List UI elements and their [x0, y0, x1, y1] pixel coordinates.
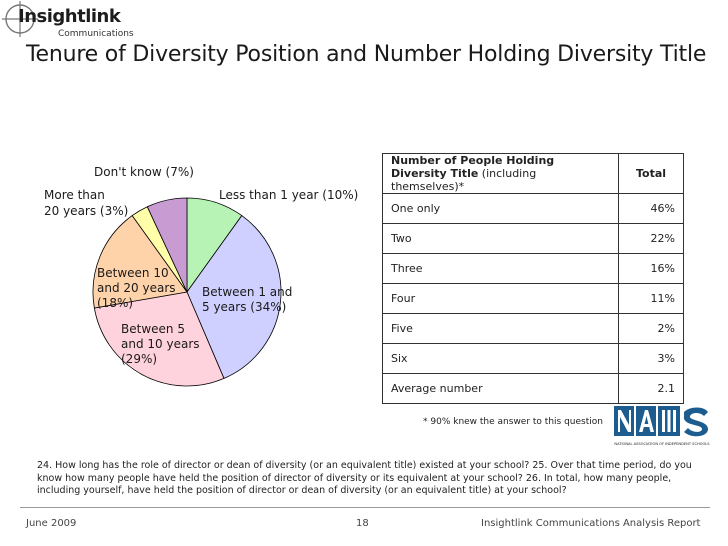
label-1-5-line1: Between 1 and [202, 285, 293, 299]
row-label: Six [383, 344, 619, 374]
table-header-row [383, 154, 684, 194]
row-value: 2% [619, 314, 684, 344]
table-row [383, 254, 684, 284]
row-value: 16% [619, 254, 684, 284]
row-value: 2.1 [619, 374, 684, 404]
row-label: Five [383, 314, 619, 344]
logo-wordmark: Insightlink [18, 6, 121, 27]
survey-questions: 24. How long has the role of director or dean of diversity (or an equivalent title) existed at your school? 25. Over that time period, do you know how many people have held the position of director of diversity or its equivalent at your school? 26. In total, how many people, including yourself, have held the position of director or dean of diversity (or an equivalent title) at your school? [37, 460, 692, 496]
nais-caption: NATIONAL ASSOCIATION OF INDEPENDENT SCHOOLS [614, 442, 710, 446]
row-label: Three [383, 254, 619, 284]
table-header-label [383, 154, 619, 194]
label-10-20-line1: Between 10 [97, 266, 169, 280]
label-less-than-1-year: Less than 1 year (10%) [219, 188, 359, 202]
table-header-total: Total [619, 154, 684, 194]
row-value: 3% [619, 344, 684, 374]
label-5-10-line1: Between 5 [121, 322, 185, 336]
table-row [383, 314, 684, 344]
table-row [383, 344, 684, 374]
row-label: Two [383, 224, 619, 254]
page-title: Tenure of Diversity Position and Number Holding Diversity Title [26, 42, 707, 67]
label-10-20-line3: (18%) [97, 296, 134, 310]
table-footnote: * 90% knew the answer to this question [423, 417, 603, 427]
row-value: 46% [619, 194, 684, 224]
table-row [383, 224, 684, 254]
label-more-than-20-line1: More than [44, 188, 105, 202]
label-1-5-line2: 5 years (34%) [202, 300, 287, 314]
nais-logo [612, 404, 712, 448]
table-header-normal: (including themselves)* [391, 167, 537, 193]
label-dont-know: Don't know (7%) [94, 165, 194, 179]
table-row [383, 374, 684, 404]
logo-subtitle: Communications [58, 29, 134, 39]
row-label: Average number [383, 374, 619, 404]
row-label: One only [383, 194, 619, 224]
label-more-than-20-line2: 20 years (3%) [44, 204, 129, 218]
footer-date: June 2009 [26, 518, 77, 529]
label-5-10-line3: (29%) [121, 352, 158, 366]
row-value: 22% [619, 224, 684, 254]
table-row [383, 194, 684, 224]
insightlink-logo [0, 0, 134, 42]
table-header-bold: Number of People Holding Diversity Title [391, 154, 555, 180]
row-value: 11% [619, 284, 684, 314]
table-row [383, 284, 684, 314]
diversity-title-table [382, 153, 684, 404]
row-label: Four [383, 284, 619, 314]
footer-divider [20, 507, 710, 508]
footer-report-name: Insightlink Communications Analysis Report [481, 518, 701, 529]
label-10-20-line2: and 20 years [97, 281, 176, 295]
footer-page-number: 18 [356, 518, 369, 529]
label-5-10-line2: and 10 years [121, 337, 200, 351]
